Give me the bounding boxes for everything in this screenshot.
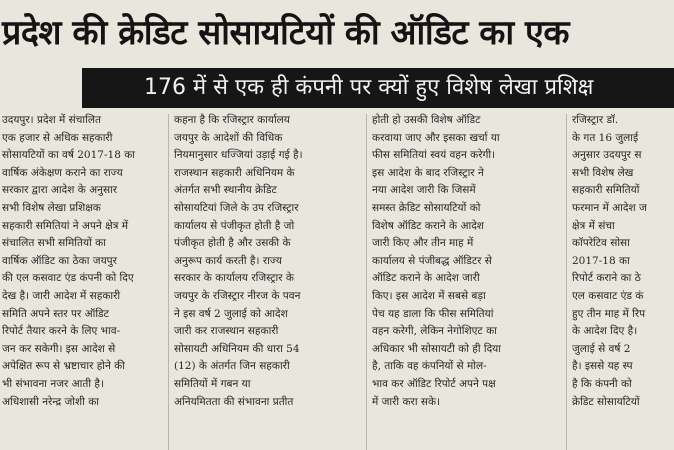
article-line: जन कर सकेगी। इस आदेश से [2, 342, 116, 355]
article-line: समितियों में गबन या [174, 377, 251, 390]
article-line: अधिशासी नरेन्द्र जोशी का [2, 395, 99, 408]
article-line: अनुरूप कार्य करती है। राज्य [174, 254, 282, 267]
article-line: जुलाई से वर्ष 2 [572, 342, 631, 355]
article-line: है कि कंपनी को [572, 377, 632, 390]
article-line: भी संभावना नजर आती है। [2, 377, 104, 390]
article-line: जयपुर के आदेशों की विधिक [174, 131, 283, 144]
article-line: फीस समितियां स्वयं वहन करेगी। [372, 149, 496, 162]
article-line: समस्त क्रेडिट सोसायटियों को [372, 201, 481, 214]
subheadline: 176 में से एक ही कंपनी पर क्यों हुए विशेष लेखा प्रशिक्ष [82, 68, 674, 108]
article-line: किए। इस आदेश में सबसे बड़ा [372, 289, 486, 302]
article-line: वार्षिक ऑडिट का ठेका जयपुर [2, 254, 117, 267]
article-line: पेच यह डाला कि फीस समितियां [372, 307, 494, 320]
article-column-4 [572, 112, 674, 450]
article-line: सभी विशेष लेख [572, 166, 634, 179]
article-line: संचालित सभी समितियों का [2, 237, 106, 250]
article-column-2 [174, 112, 362, 450]
article-line: के आदेश दिए है। [572, 325, 638, 338]
article-line: 2017-18 का [572, 254, 630, 267]
column-divider [366, 114, 367, 450]
article-line: अधिकार भी सोसायटी को ही दिया [372, 342, 501, 355]
article-line: अनियमितता की संभावना प्रतीत [174, 395, 294, 408]
article-line: एल कसवाट एंड कं [572, 289, 644, 302]
column-divider [168, 114, 169, 450]
article-line: कहना है कि रजिस्ट्रार कार्यालय [174, 114, 290, 126]
article-line: समिति अपने स्तर पर ऑडिट [2, 307, 109, 320]
article-line: क्षेत्र में संचा [572, 219, 615, 232]
article-line: सरकार के कार्यालय रजिस्ट्रार के [174, 272, 294, 285]
article-column-3 [372, 112, 562, 450]
article-line: कॉपरेटिव सोसा [572, 237, 630, 250]
article-line: है। इससे यह स्प [572, 360, 633, 373]
article-line: ऑडिट कराने के आदेश जारी [372, 272, 480, 285]
article-line: अपेक्षित रूप से भ्रष्टाचार होने की [2, 360, 125, 373]
article-line: सरकार द्वारा आदेश के अनुसार [2, 184, 118, 197]
article-line: सोसायटियों का वर्ष 2017-18 का [2, 149, 136, 162]
article-line: रजिस्ट्रार डॉ. [572, 114, 619, 126]
article-line: वहन करेगी, लेकिन नेगोशिएट का [372, 325, 497, 338]
article-line: करवाया जाए और इसका खर्चा या [372, 131, 500, 144]
article-line: है, ताकि वह कंपनियों से मोल- [372, 360, 487, 373]
article-line: अंतर्गत सभी स्थानीय क्रेडिट [174, 184, 277, 197]
article-line: हुए तीन माह में रिप [572, 307, 646, 320]
article-line: सहकारी समितियां ने अपने क्षेत्र में [2, 219, 129, 232]
article-line: जारी कर राजस्थान सहकारी [174, 325, 279, 338]
article-line: सभी विशेष लेखा प्रशिक्षक [2, 201, 101, 214]
article-line: अनुसार उदयपुर स [572, 149, 642, 162]
article-line: के गत 16 जुलाई [572, 131, 639, 144]
article-line: पंजीकृत होती है और उसकी के [174, 237, 291, 250]
article-line: विशेष ऑडिट कराने के आदेश [372, 219, 484, 232]
article-line: जयपुर के रजिस्ट्रार नीरज के पवन [174, 289, 301, 302]
article-line: सोसायटी अधिनियम की धारा 54 [174, 342, 300, 355]
headline: प्रदेश की क्रेडिट सोसायटियों की ऑडिट का एक [2, 13, 569, 53]
article-line: कार्यालय से पंजीबद्ध ऑडिटर से [372, 254, 492, 267]
article-line: उदयपुर। प्रदेश में संचालित [2, 114, 101, 126]
article-line: एक हजार से अधिक सहकारी [2, 131, 113, 144]
article-line: सहकारी समितियों [572, 184, 640, 197]
article-line: कार्यालय से पंजीकृत होती है जो [174, 219, 295, 232]
article-line: वार्षिक अंकेक्षण कराने का राज्य [2, 166, 123, 179]
article-line: फरमान में आदेश ज [572, 201, 647, 214]
article-line: जारी किए और तीन माह में [372, 237, 474, 250]
article-line: नियमानुसार धज्जियां उड़ाई गई है। [174, 149, 303, 162]
article-line: क्रेडिट सोसायटियों [572, 395, 640, 408]
article-line: (12) के अंतर्गत जिन सहकारी [174, 360, 290, 373]
article-line: नया आदेश जारी कि जिसमें [372, 184, 476, 197]
article-line: देख है। जारी आदेश में सहकारी [2, 289, 121, 302]
article-column-1 [2, 112, 164, 450]
article-line: रिपोर्ट तैयार करने के लिए भाव- [2, 325, 121, 338]
article-line: इस आदेश के बाद रजिस्ट्रार ने [372, 166, 484, 179]
article-line: में जारी करा सके। [372, 395, 441, 408]
article-line: होती हो उसकी विशेष ऑडिट [372, 114, 481, 126]
article-line: ने इस वर्ष 2 जुलाई को आदेश [174, 307, 288, 320]
article-line: राजस्थान सहकारी अधिनियम के [174, 166, 295, 179]
column-divider [566, 114, 567, 450]
article-line: सोसायटियां जिले के उप रजिस्ट्रार [174, 201, 299, 214]
article-line: भाव कर ऑडिट रिपोर्ट अपने पक्ष [372, 377, 496, 390]
article-line: की एल कसवाट एंड कंपनी को दिए [2, 272, 134, 285]
article-line: रिपोर्ट कराने का ठे [572, 272, 641, 285]
